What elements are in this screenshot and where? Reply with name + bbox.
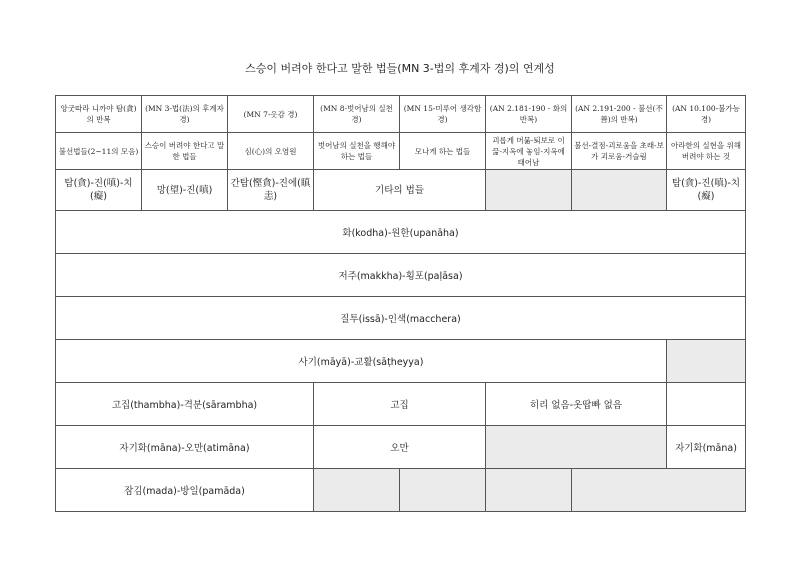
table-cell: 자기화(māna)-오만(atimāna) — [56, 426, 314, 469]
header-cell: (AN 2.181-190 - 화의 반복) — [486, 96, 572, 133]
table-cell: 기타의 법들 — [314, 170, 486, 211]
table-cell: 히리 없음-옷땁빠 없음 — [486, 383, 667, 426]
anger-row — [56, 211, 746, 254]
table-cell: 오만 — [314, 426, 486, 469]
description-cell: 불선법들(2~11의 모음) — [56, 133, 142, 170]
contempt-row — [56, 254, 746, 297]
header-cell: 앙굿따라 니까야 탐(貪)의 반복 — [56, 96, 142, 133]
header-row — [56, 96, 746, 133]
description-cell: 벗어남의 실천을 행해야 하는 법들 — [314, 133, 400, 170]
table-cell: 자기화(māna) — [667, 426, 746, 469]
description-cell: 괴롭게 머묾-퇴보로 이끎-지옥에 놓임-지옥에 태어남 — [486, 133, 572, 170]
description-cell: 아라한의 실현을 위해 버려야 하는 것 — [667, 133, 746, 170]
intoxication-row — [56, 469, 746, 512]
header-cell: (AN 10.100-불가능 경) — [667, 96, 746, 133]
table-cell: 간탐(慳貪)-진에(瞋恚) — [228, 170, 314, 211]
table-cell: 탐(貪)-진(嗔)-치(癡) — [667, 170, 746, 211]
empty-cell — [572, 170, 667, 211]
empty-cell — [667, 340, 746, 383]
table-cell: 고집 — [314, 383, 486, 426]
empty-cell — [486, 469, 572, 512]
empty-cell — [572, 469, 746, 512]
description-cell: 모나게 하는 법들 — [400, 133, 486, 170]
empty-cell — [667, 383, 746, 426]
header-cell: (AN 2.191-200 - 불선(不善)의 반복) — [572, 96, 667, 133]
table-cell: 탐(貪)-진(嗔)-치(癡) — [56, 170, 142, 211]
description-cell: 스승이 버려야 한다고 말한 법들 — [142, 133, 228, 170]
envy-row — [56, 297, 746, 340]
empty-cell — [486, 426, 667, 469]
table-cell: 사기(māyā)-교활(sāṭheyya) — [56, 340, 667, 383]
page-title: 스승이 버려야 한다고 말한 법들(MN 3-법의 후계자 경)의 연계성 — [245, 62, 555, 75]
empty-cell — [400, 469, 486, 512]
table-cell: 질투(issā)-인색(macchera) — [56, 297, 746, 340]
empty-cell — [486, 170, 572, 211]
header-cell: (MN 8-벗어남의 실천 경) — [314, 96, 400, 133]
header-cell: (MN 15-미루어 생각함 경) — [400, 96, 486, 133]
obstinacy-row — [56, 383, 746, 426]
conceit-row — [56, 426, 746, 469]
empty-cell — [314, 469, 400, 512]
description-cell: 불선-결점-괴로움을 초래-보가 괴로움-거슬림 — [572, 133, 667, 170]
three-poisons-row — [56, 170, 746, 211]
description-row — [56, 133, 746, 170]
header-cell: (MN 3-법(法)의 후계자 경) — [142, 96, 228, 133]
description-cell: 심(心)의 오염원 — [228, 133, 314, 170]
table-cell: 고집(thambha)-격분(sārambha) — [56, 383, 314, 426]
table-cell: 저주(makkha)-횡포(paḷāsa) — [56, 254, 746, 297]
table-cell: 망(望)-진(嗔) — [142, 170, 228, 211]
table-cell: 잠김(mada)-방일(pamāda) — [56, 469, 314, 512]
table-cell: 화(kodha)-원한(upanāha) — [56, 211, 746, 254]
relation-table — [55, 95, 746, 512]
deceit-row — [56, 340, 746, 383]
header-cell: (MN 7-옷감 경) — [228, 96, 314, 133]
